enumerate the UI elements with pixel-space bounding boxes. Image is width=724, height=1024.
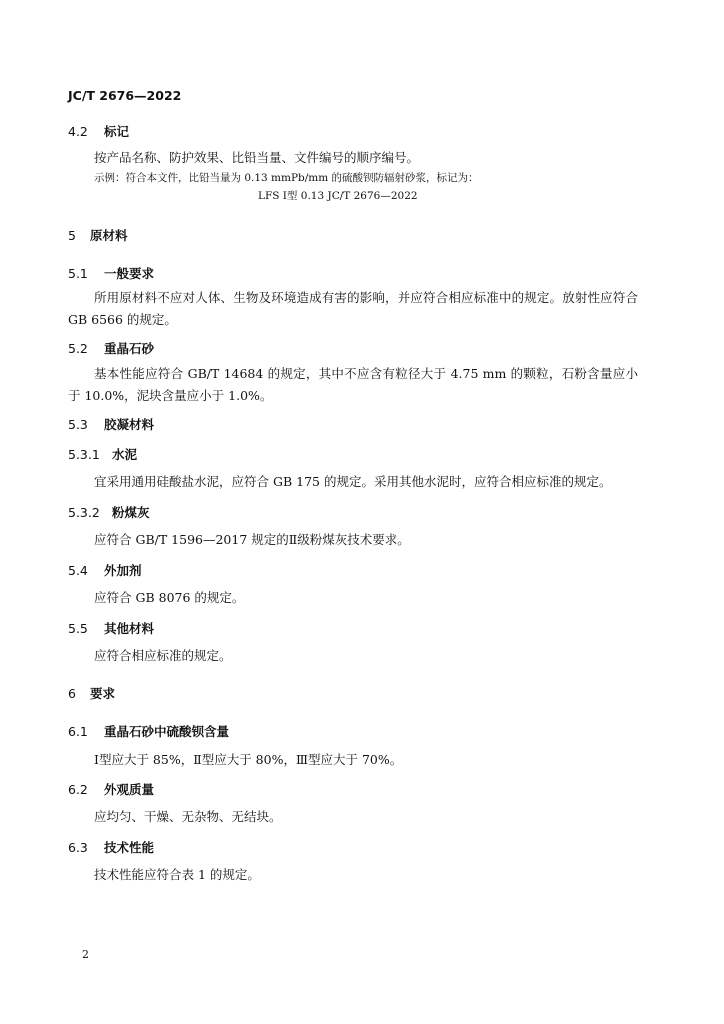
heading-title: 外加剂 [104, 563, 142, 578]
marking-code: LFS Ⅰ型 0.13 JC/T 2676—2022 [258, 190, 418, 202]
heading-number: 5.3 [68, 417, 88, 432]
heading-number: 5.1 [68, 266, 88, 281]
heading-title: 重晶石砂中硫酸钡含量 [104, 724, 230, 739]
marking-text: 按产品名称、防护效果、比铅当量、文件编号的顺序编号。 [94, 150, 420, 165]
paragraph-6-1: Ⅰ型应大于 85%，Ⅱ型应大于 80%，Ⅲ型应大于 70%。 [94, 752, 403, 767]
heading-number: 5.3.2 [68, 505, 100, 520]
heading-number: 5 [68, 228, 76, 243]
heading-6-1 [68, 722, 229, 740]
heading-5-1 [68, 264, 154, 282]
heading-5-3-2 [68, 503, 150, 521]
heading-number: 6.1 [68, 724, 88, 739]
heading-5-4 [68, 561, 142, 579]
heading-number: 6.3 [68, 840, 88, 855]
paragraph-6-2: 应均匀、干燥、无杂物、无结块。 [94, 809, 282, 824]
heading-5-5 [68, 619, 154, 637]
heading-number: 5.4 [68, 563, 88, 578]
heading-title: 水泥 [112, 447, 138, 462]
heading-number: 5.5 [68, 621, 88, 636]
heading-number: 6.2 [68, 782, 88, 797]
heading-title: 原材料 [90, 228, 128, 243]
heading-title: 重晶石砂 [104, 341, 155, 356]
heading-title: 标记 [104, 124, 130, 139]
paragraph-5-5: 应符合相应标准的规定。 [94, 648, 232, 663]
paragraph-5-3-1: 宜采用通用硅酸盐水泥，应符合 GB 175 的规定。采用其他水泥时，应符合相应标准的规定。 [94, 474, 612, 489]
heading-6-3 [68, 838, 154, 856]
heading-title: 一般要求 [104, 266, 155, 281]
heading-5-2 [68, 339, 154, 357]
heading-5 [68, 226, 128, 244]
heading-title: 外观质量 [104, 782, 155, 797]
heading-number: 5.2 [68, 341, 88, 356]
page-number: 2 [82, 948, 89, 961]
heading-number: 5.3.1 [68, 447, 100, 462]
heading-title: 粉煤灰 [112, 505, 150, 520]
heading-number: 6 [68, 686, 76, 701]
heading-5-3 [68, 415, 154, 433]
document-id: JC/T 2676—2022 [68, 88, 182, 103]
heading-number: 4.2 [68, 124, 88, 139]
marking-example: 示例：符合本文件，比铅当量为 0.13 mmPb/mm 的硫酸钡防辐射砂浆，标记为： [94, 172, 479, 184]
heading-title: 其他材料 [104, 621, 155, 636]
heading-title: 技术性能 [104, 840, 155, 855]
paragraph-5-1: 所用原材料不应对人体、生物及环境造成有害的影响，并应符合相应标准中的规定。放射性应符合 GB 6566 的规定。 [68, 290, 638, 327]
paragraph-6-3: 技术性能应符合表 1 的规定。 [94, 867, 260, 882]
heading-5-3-1 [68, 445, 137, 463]
paragraph-5-2: 基本性能应符合 GB/T 14684 的规定，其中不应含有粒径大于 4.75 mm 的颗粒，石粉含量应小于 10.0%，泥块含量应小于 1.0%。 [68, 366, 638, 403]
paragraph-5-3-2: 应符合 GB/T 1596—2017 规定的Ⅱ级粉煤灰技术要求。 [94, 532, 410, 547]
heading-title: 要求 [90, 686, 116, 701]
heading-6-2 [68, 780, 154, 798]
paragraph-5-4: 应符合 GB 8076 的规定。 [94, 590, 245, 605]
heading-6 [68, 684, 115, 702]
heading-title: 胶凝材料 [104, 417, 155, 432]
heading-4-2 [68, 122, 129, 140]
